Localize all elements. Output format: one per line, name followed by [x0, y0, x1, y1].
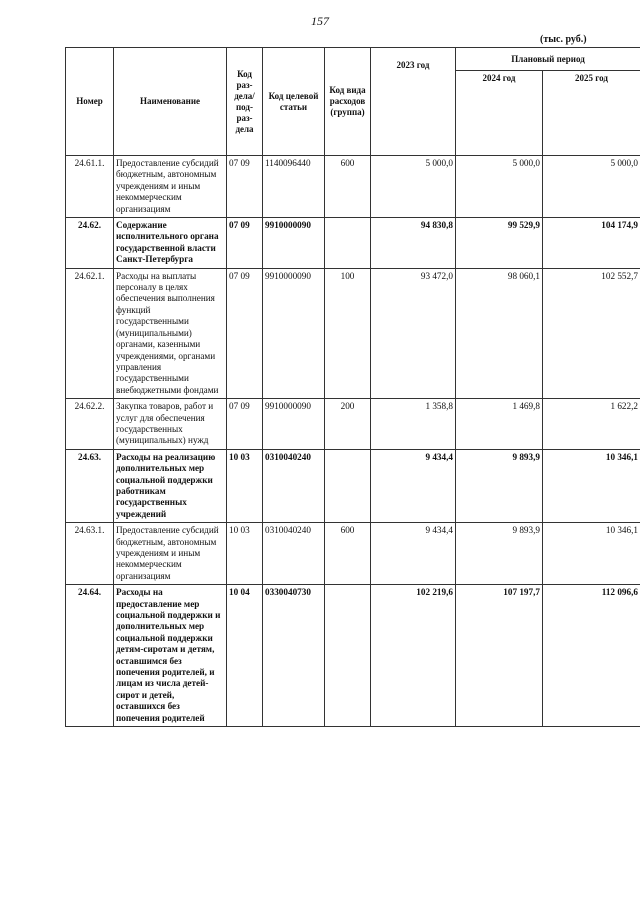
table-row [66, 218, 640, 269]
table-row [66, 449, 640, 522]
row-type [325, 585, 371, 727]
row-name: Расходы на выплаты персоналу в целях обеспечения выполнения функций государственными (муниципальными) органами, казенными учреждениями, органами управления государственными внебюджетными фондами [114, 268, 227, 398]
row-number: 24.61.1. [66, 156, 114, 218]
header-type: Код вида расходов (группа) [325, 48, 371, 156]
row-type [325, 449, 371, 522]
row-2024: 9 893,9 [456, 449, 543, 522]
row-name: Закупка товаров, работ и услуг для обеспечения государственных (муниципальных) нужд [114, 399, 227, 450]
row-target: 9910000090 [263, 268, 325, 398]
header-name: Наименование [114, 48, 227, 156]
row-target: 9910000090 [263, 399, 325, 450]
row-2023: 1 358,8 [371, 399, 456, 450]
row-2025: 112 096,6 [543, 585, 640, 727]
row-name: Расходы на реализацию дополнительных мер социальной поддержки работникам государственных учреждений [114, 449, 227, 522]
row-2023: 94 830,8 [371, 218, 456, 269]
row-number: 24.63. [66, 449, 114, 522]
header-2023: 2023 год [371, 48, 456, 156]
header-number: Номер [66, 48, 114, 156]
row-section: 10 03 [227, 523, 263, 585]
budget-table [65, 47, 640, 727]
header-section: Код раз-дела/ под-раз-дела [227, 48, 263, 156]
row-2024: 99 529,9 [456, 218, 543, 269]
row-target: 0310040240 [263, 523, 325, 585]
row-2023: 9 434,4 [371, 449, 456, 522]
row-target: 0330040730 [263, 585, 325, 727]
row-section: 10 03 [227, 449, 263, 522]
row-2024: 98 060,1 [456, 268, 543, 398]
row-2023: 93 472,0 [371, 268, 456, 398]
row-type: 200 [325, 399, 371, 450]
row-section: 07 09 [227, 399, 263, 450]
row-2025: 1 622,2 [543, 399, 640, 450]
row-2024: 5 000,0 [456, 156, 543, 218]
row-2023: 9 434,4 [371, 523, 456, 585]
row-name: Предоставление субсидий бюджетным, автономным учреждениям и иным некоммерческим организациям [114, 156, 227, 218]
row-2024: 107 197,7 [456, 585, 543, 727]
units-label: (тыс. руб.) [540, 34, 587, 45]
row-section: 07 09 [227, 156, 263, 218]
row-2025: 10 346,1 [543, 449, 640, 522]
row-2024: 1 469,8 [456, 399, 543, 450]
row-name: Содержание исполнительного органа государственной власти Санкт-Петербурга [114, 218, 227, 269]
row-type: 600 [325, 156, 371, 218]
header-planned: Плановый период [456, 48, 640, 71]
row-2023: 5 000,0 [371, 156, 456, 218]
row-2025: 10 346,1 [543, 523, 640, 585]
header-2025: 2025 год [543, 71, 640, 156]
table-row [66, 399, 640, 450]
row-target: 1140096440 [263, 156, 325, 218]
header-target: Код целевой статьи [263, 48, 325, 156]
table-row [66, 523, 640, 585]
row-2023: 102 219,6 [371, 585, 456, 727]
row-section: 07 09 [227, 218, 263, 269]
row-2025: 102 552,7 [543, 268, 640, 398]
row-type [325, 218, 371, 269]
row-target: 9910000090 [263, 218, 325, 269]
row-number: 24.62.1. [66, 268, 114, 398]
row-type: 600 [325, 523, 371, 585]
table-row [66, 268, 640, 398]
row-section: 07 09 [227, 268, 263, 398]
row-number: 24.63.1. [66, 523, 114, 585]
row-2024: 9 893,9 [456, 523, 543, 585]
table-row [66, 585, 640, 727]
row-number: 24.62. [66, 218, 114, 269]
row-name: Расходы на предоставление мер социальной поддержки и дополнительных мер социальной поддержки детям-сиротам и детям, оставшимся без попечения родителей, и лицам из числа детей-сирот и детей, оставшихся без попечения родителей [114, 585, 227, 727]
row-name: Предоставление субсидий бюджетным, автономным учреждениям и иным некоммерческим организациям [114, 523, 227, 585]
page-number: 157 [311, 14, 329, 28]
row-number: 24.62.2. [66, 399, 114, 450]
row-target: 0310040240 [263, 449, 325, 522]
table-row [66, 156, 640, 218]
row-number: 24.64. [66, 585, 114, 727]
row-2025: 5 000,0 [543, 156, 640, 218]
header-2024: 2024 год [456, 71, 543, 156]
row-type: 100 [325, 268, 371, 398]
row-section: 10 04 [227, 585, 263, 727]
row-2025: 104 174,9 [543, 218, 640, 269]
